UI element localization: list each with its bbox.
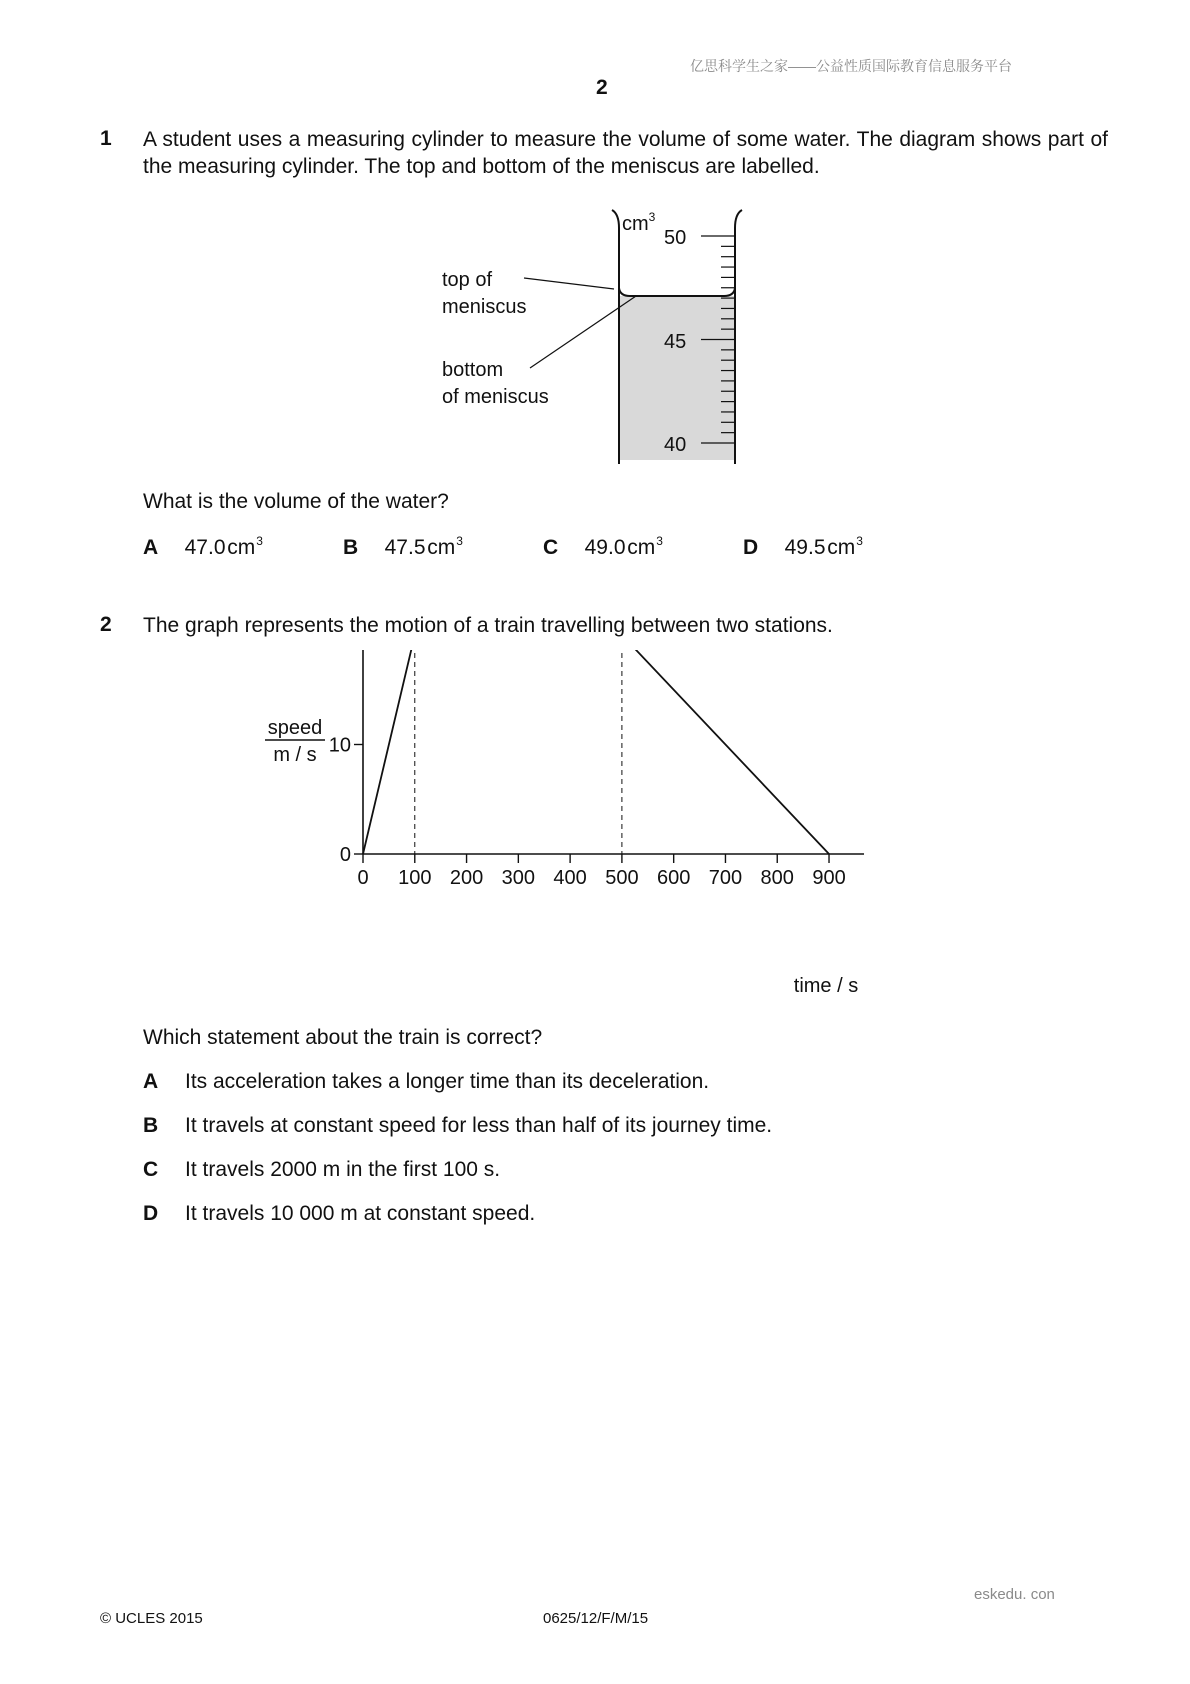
chart-axes bbox=[363, 650, 864, 854]
y-tick-label: 10 bbox=[328, 734, 351, 757]
q1-option-a-letter: A bbox=[143, 536, 159, 559]
q2-option-b[interactable] bbox=[143, 1114, 773, 1138]
scale-label-50: 50 bbox=[664, 227, 687, 249]
question-1-number: 1 bbox=[100, 127, 112, 150]
chart-guides bbox=[415, 650, 622, 854]
x-tick-label: 200 bbox=[449, 867, 484, 889]
q2-option-a-text: Its acceleration takes a longer time than its deceleration. bbox=[185, 1070, 710, 1093]
q1-option-a[interactable] bbox=[143, 534, 263, 560]
x-tick-label: 800 bbox=[760, 867, 794, 889]
label-bottom-line2: of meniscus bbox=[442, 386, 549, 408]
watermark-top: 亿思科学生之家——公益性质国际教育信息服务平台 bbox=[690, 58, 1012, 74]
q2-option-b-letter: B bbox=[143, 1114, 159, 1137]
y-axis-ticks bbox=[329, 650, 363, 866]
q2-option-c-text: It travels 2000 m in the first 100 s. bbox=[185, 1158, 501, 1181]
y-axis-label-numerator: speed bbox=[267, 717, 323, 739]
q1-option-d-value: 49.5 $cm^3$ bbox=[784, 534, 863, 559]
q1-option-d-letter: D bbox=[743, 536, 759, 559]
x-tick-label: 400 bbox=[553, 867, 587, 889]
footer-code: 0625/12/F/M/15 bbox=[543, 1610, 649, 1627]
label-top-of-line2: meniscus bbox=[442, 296, 527, 318]
label-bottom-line1: bottom bbox=[442, 359, 504, 381]
q1-option-c-letter: C bbox=[543, 536, 559, 559]
y-tick-label: 0 bbox=[339, 844, 351, 866]
measuring-cylinder-diagram bbox=[440, 200, 760, 470]
scale-label-45: 45 bbox=[664, 331, 687, 353]
x-tick-label: 500 bbox=[605, 867, 639, 889]
x-tick-label: 300 bbox=[501, 867, 536, 889]
scale-label-40: 40 bbox=[664, 434, 687, 456]
question-1-text: A student uses a measuring cylinder to measure the volume of some water. The diagram shows part of the measuring cylinder. The top and bottom of the meniscus are labelled. bbox=[143, 128, 1108, 178]
q2-option-a[interactable] bbox=[143, 1070, 710, 1094]
x-tick-label: 0 bbox=[357, 867, 369, 889]
x-axis-label: time / s bbox=[793, 975, 859, 997]
meniscus-curve bbox=[619, 288, 735, 296]
q1-option-b-value: 47.5 $cm^3$ bbox=[384, 534, 463, 559]
watermark-bottom: eskedu. con bbox=[974, 1586, 1055, 1603]
question-1-prompt: What is the volume of the water? bbox=[143, 490, 449, 513]
q2-option-d[interactable] bbox=[143, 1202, 536, 1226]
q1-option-d[interactable] bbox=[743, 534, 863, 560]
question-2-prompt: Which statement about the train is correct? bbox=[143, 1026, 543, 1049]
x-tick-label: 900 bbox=[812, 867, 846, 889]
q2-option-d-letter: D bbox=[143, 1202, 159, 1225]
chart-series bbox=[363, 650, 829, 854]
q1-option-b-letter: B bbox=[343, 536, 359, 559]
page-number: 2 bbox=[596, 76, 608, 99]
q2-option-b-text: It travels at constant speed for less than half of its journey time. bbox=[185, 1114, 773, 1137]
top-meniscus-pointer bbox=[524, 278, 614, 289]
cylinder-left-wall bbox=[612, 210, 619, 464]
speed-time-graph bbox=[240, 650, 960, 1010]
q2-option-c-letter: C bbox=[143, 1158, 159, 1181]
q2-option-d-text: It travels 10 000 m at constant speed. bbox=[185, 1202, 536, 1225]
question-2-number: 2 bbox=[100, 613, 112, 636]
q1-option-c-value: 49.0 $cm^3$ bbox=[584, 534, 663, 559]
cylinder-right-wall bbox=[735, 210, 742, 464]
q1-option-a-value: 47.0 $cm^3$ bbox=[184, 534, 263, 559]
question-2-text: The graph represents the motion of a train travelling between two stations. bbox=[143, 614, 833, 637]
y-axis-label-denominator: m / s bbox=[273, 744, 317, 766]
speed-series-line bbox=[363, 650, 829, 854]
unit-label: $cm^3$ bbox=[622, 210, 656, 235]
label-top-of-line1: top of bbox=[442, 269, 493, 291]
q2-option-a-letter: A bbox=[143, 1070, 159, 1093]
x-axis-ticks bbox=[357, 854, 845, 889]
x-tick-label: 700 bbox=[708, 867, 743, 889]
q1-option-c[interactable] bbox=[543, 534, 663, 560]
q2-option-c[interactable] bbox=[143, 1158, 501, 1182]
x-tick-label: 600 bbox=[656, 867, 691, 889]
q1-option-b[interactable] bbox=[343, 534, 463, 560]
footer-copyright: © UCLES 2015 bbox=[100, 1610, 203, 1627]
x-tick-label: 100 bbox=[398, 867, 432, 889]
